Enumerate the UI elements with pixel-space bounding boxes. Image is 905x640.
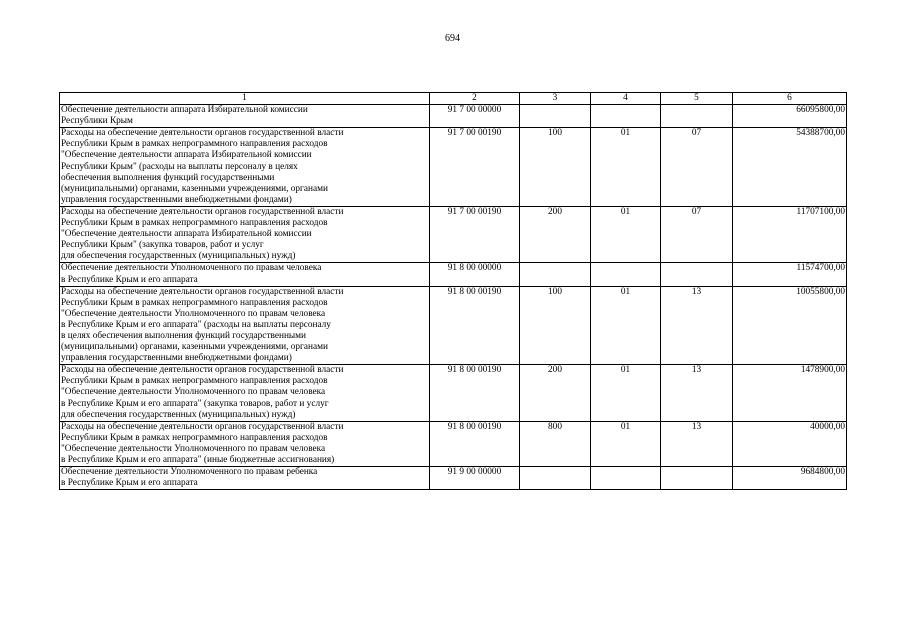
column-header-6: 6 xyxy=(733,93,847,105)
page-number: 694 xyxy=(445,33,460,44)
row-subsection xyxy=(661,263,733,286)
row-amount: 11707100,00 xyxy=(733,206,847,262)
column-header-2: 2 xyxy=(430,93,520,105)
row-target-code: 91 8 00 00190 xyxy=(430,421,520,466)
row-target-code: 91 7 00 00190 xyxy=(430,128,520,207)
row-subsection: 13 xyxy=(661,421,733,466)
row-expense-type xyxy=(520,467,591,490)
row-amount: 40000,00 xyxy=(733,421,847,466)
row-description: Расходы на обеспечение деятельности органов государственной власти Республики Крым в рамках непрограммного направления расходов "Обеспечение деятельности аппарата Избирательной комиссии Республики Крым" (расходы на выплаты персоналу в целях обеспечения выполнения функций государственными (муниципальными) органами, казенными учреждениями, органами управления государственными внебюджетными фондами) xyxy=(60,128,430,207)
row-description: Обеспечение деятельности аппарата Избирательной комиссии Республики Крым xyxy=(60,105,430,128)
column-header-5: 5 xyxy=(661,93,733,105)
row-amount: 10055800,00 xyxy=(733,286,847,365)
row-subsection: 07 xyxy=(661,128,733,207)
column-header-4: 4 xyxy=(591,93,661,105)
table-row xyxy=(60,128,847,207)
row-target-code: 91 8 00 00190 xyxy=(430,286,520,365)
row-amount: 54388700,00 xyxy=(733,128,847,207)
row-section xyxy=(591,467,661,490)
row-section: 01 xyxy=(591,421,661,466)
row-target-code: 91 8 00 00000 xyxy=(430,263,520,286)
row-description: Расходы на обеспечение деятельности органов государственной власти Республики Крым в рамках непрограммного направления расходов "Обеспечение деятельности Уполномоченного по правам человека в Республике Крым и его аппарата" (закупка товаров, работ и услуг для обеспечения государственных (муниципальных) нужд) xyxy=(60,365,430,421)
budget-table xyxy=(59,92,847,490)
row-expense-type: 100 xyxy=(520,286,591,365)
row-section: 01 xyxy=(591,128,661,207)
row-section: 01 xyxy=(591,365,661,421)
row-expense-type xyxy=(520,105,591,128)
row-amount: 66095800,00 xyxy=(733,105,847,128)
table-row xyxy=(60,365,847,421)
row-subsection: 13 xyxy=(661,286,733,365)
row-subsection xyxy=(661,467,733,490)
row-subsection: 13 xyxy=(661,365,733,421)
table-row xyxy=(60,206,847,262)
column-header-3: 3 xyxy=(520,93,591,105)
row-subsection: 07 xyxy=(661,206,733,262)
table-row xyxy=(60,421,847,466)
row-expense-type: 200 xyxy=(520,206,591,262)
row-section: 01 xyxy=(591,286,661,365)
row-target-code: 91 8 00 00190 xyxy=(430,365,520,421)
column-header-1: 1 xyxy=(60,93,430,105)
table-row xyxy=(60,263,847,286)
table-row xyxy=(60,286,847,365)
table-header-row xyxy=(60,93,847,105)
row-section: 01 xyxy=(591,206,661,262)
row-expense-type: 200 xyxy=(520,365,591,421)
row-target-code: 91 9 00 00000 xyxy=(430,467,520,490)
row-description: Обеспечение деятельности Уполномоченного по правам человека в Республике Крым и его аппарата xyxy=(60,263,430,286)
row-subsection xyxy=(661,105,733,128)
row-expense-type: 100 xyxy=(520,128,591,207)
row-section xyxy=(591,105,661,128)
row-description: Расходы на обеспечение деятельности органов государственной власти Республики Крым в рамках непрограммного направления расходов "Обеспечение деятельности аппарата Избирательной комиссии Республики Крым" (закупка товаров, работ и услуг для обеспечения государственных (муниципальных) нужд) xyxy=(60,206,430,262)
table-row xyxy=(60,105,847,128)
row-amount: 1478900,00 xyxy=(733,365,847,421)
row-amount: 11574700,00 xyxy=(733,263,847,286)
row-section xyxy=(591,263,661,286)
row-target-code: 91 7 00 00000 xyxy=(430,105,520,128)
table-row xyxy=(60,467,847,490)
row-description: Расходы на обеспечение деятельности органов государственной власти Республики Крым в рамках непрограммного направления расходов "Обеспечение деятельности Уполномоченного по правам человека в Республике Крым и его аппарата" (иные бюджетные ассигнования) xyxy=(60,421,430,466)
row-expense-type: 800 xyxy=(520,421,591,466)
row-description: Расходы на обеспечение деятельности органов государственной власти Республики Крым в рамках непрограммного направления расходов "Обеспечение деятельности Уполномоченного по правам человека в Республике Крым и его аппарата" (расходы на выплаты персоналу в целях обеспечения выполнения функций государственными (муниципальными) органами, казенными учреждениями, органами управления государственными внебюджетными фондами) xyxy=(60,286,430,365)
row-expense-type xyxy=(520,263,591,286)
row-description: Обеспечение деятельности Уполномоченного по правам ребенка в Республике Крым и его аппарата xyxy=(60,467,430,490)
row-target-code: 91 7 00 00190 xyxy=(430,206,520,262)
row-amount: 9684800,00 xyxy=(733,467,847,490)
